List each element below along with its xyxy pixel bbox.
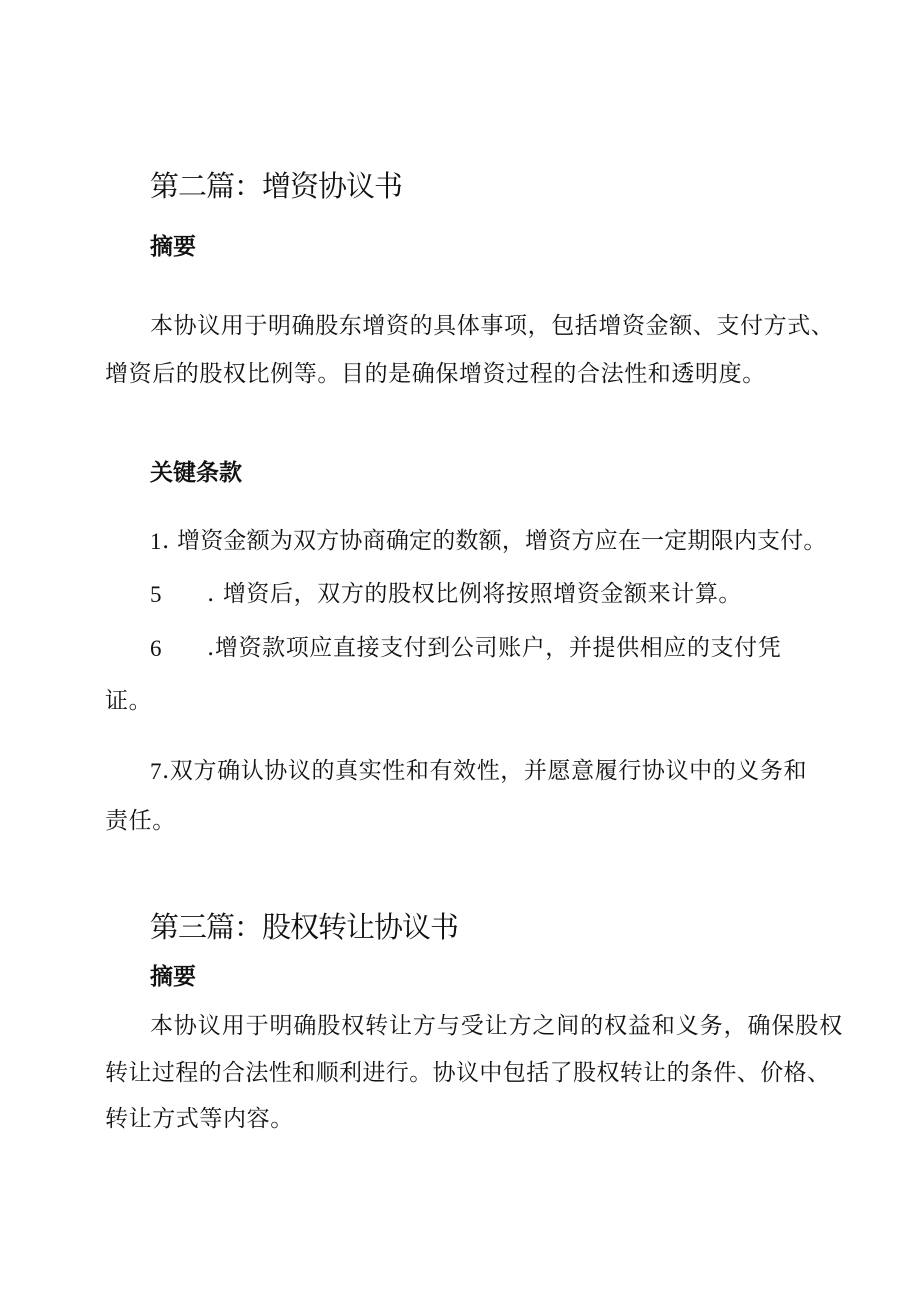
clause-text: .双方确认协议的真实性和有效性，并愿意履行协议中的义务和: [162, 758, 808, 784]
section3-title: 第三篇：股权转让协议书: [150, 910, 459, 944]
clause-continuation: 证。: [105, 688, 153, 714]
section2-key-terms-heading: 关键条款: [150, 459, 242, 486]
section3-abstract-line-1: 本协议用于明确股权转让方与受让方之间的权益和义务，确保股权: [150, 1013, 844, 1039]
section2-title: 第二篇：增资协议书: [150, 169, 403, 203]
section3-abstract-heading: 摘要: [150, 964, 196, 990]
section3-abstract-line-3: 转让方式等内容。: [105, 1106, 294, 1132]
clause-text: . 增资金额为双方协商确定的数额，增资方应在一定期限内支付。: [162, 528, 827, 554]
clause-number: 6: [150, 636, 162, 661]
clause-number: 1: [150, 529, 162, 554]
section2-abstract-line-2: 增资后的股权比例等。目的是确保增资过程的合法性和透明度。: [105, 361, 766, 387]
clause-number: 5: [150, 582, 162, 607]
section2-abstract-line-1: 本协议用于明确股东增资的具体事项，包括增资金额、支付方式、: [150, 313, 835, 339]
clause-text: .增资款项应直接支付到公司账户，并提供相应的支付凭: [207, 635, 782, 661]
section2-abstract-heading: 摘要: [150, 234, 196, 260]
section3-abstract-line-2: 转让过程的合法性和顺利进行。协议中包括了股权转让的条件、价格、: [105, 1060, 831, 1086]
clause-continuation: 责任。: [105, 808, 176, 834]
clause-number: 7: [150, 759, 162, 784]
clause-text: . 增资后，双方的股权比例将按照增资金额来计算。: [207, 581, 743, 607]
